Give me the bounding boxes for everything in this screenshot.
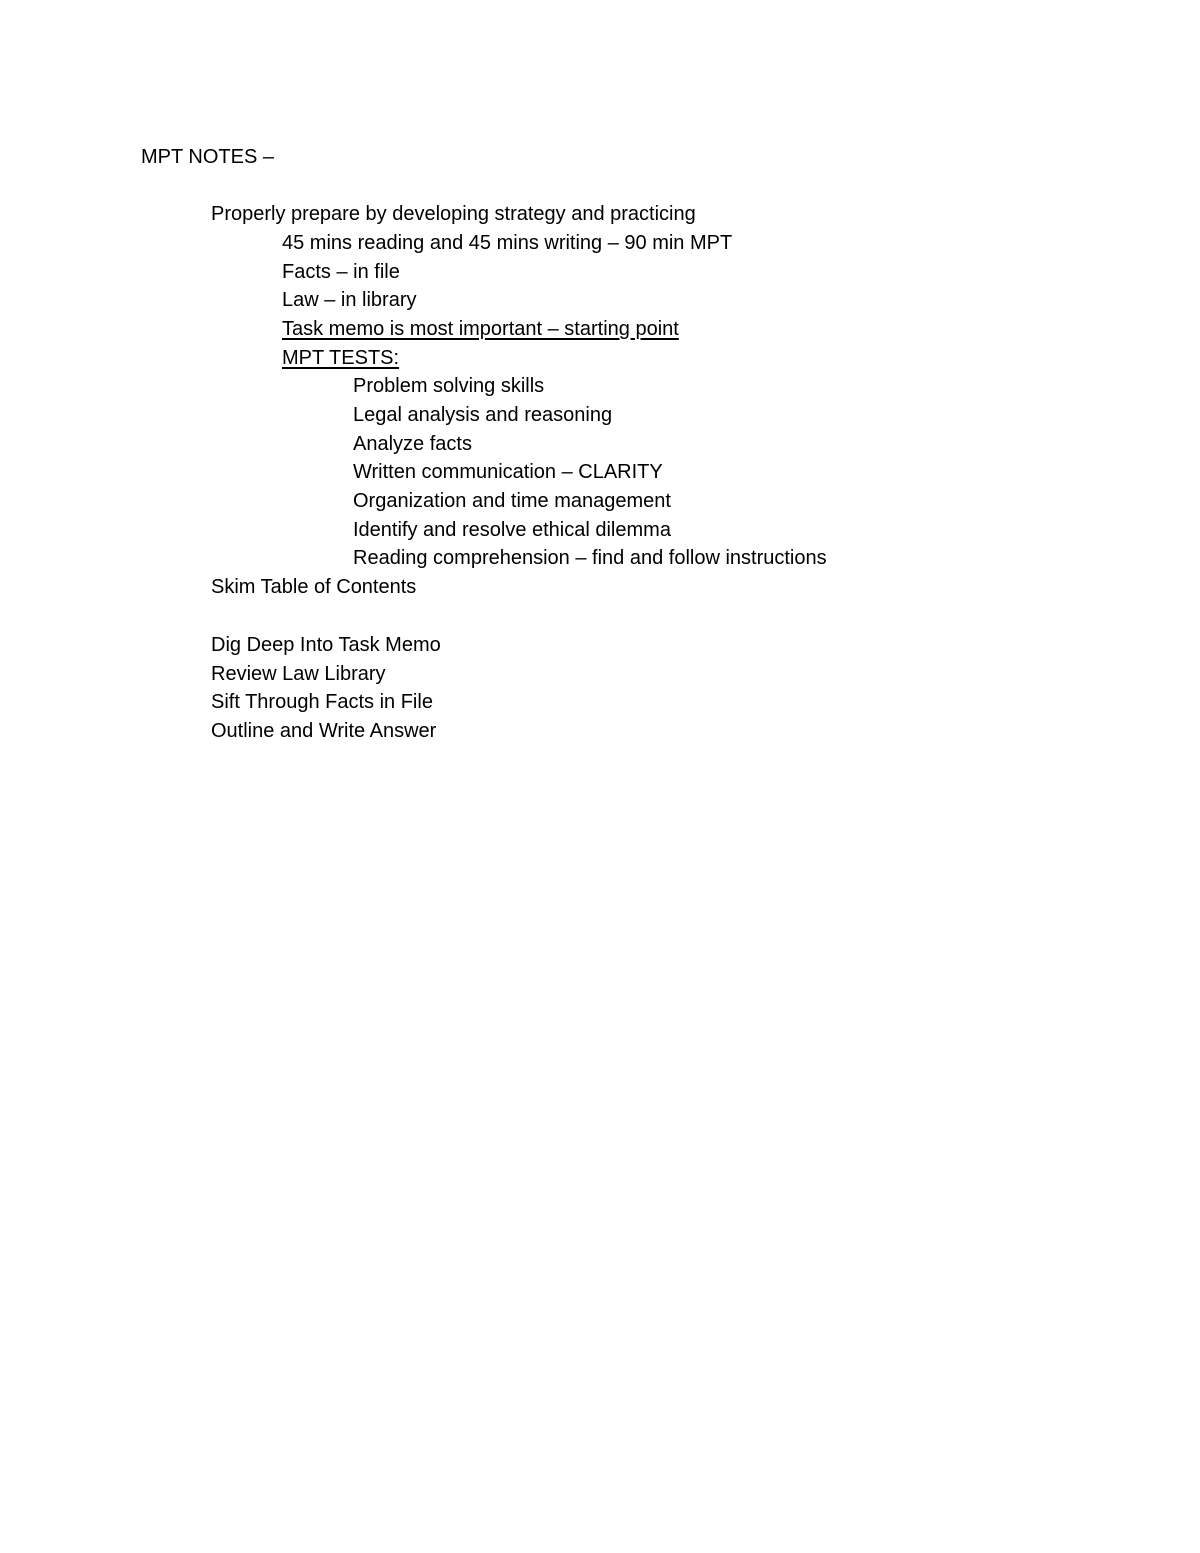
- outline-text: Outline and Write Answer: [211, 720, 437, 742]
- outline-text: Identify and resolve ethical dilemma: [353, 519, 671, 541]
- outline-text: Reading comprehension – find and follow instructions: [353, 547, 827, 569]
- document-title: MPT NOTES –: [141, 146, 274, 168]
- outline-text: Sift Through Facts in File: [211, 691, 433, 713]
- outline-text: Organization and time management: [353, 490, 671, 512]
- outline-text-underlined: Task memo is most important – starting point: [282, 318, 679, 340]
- outline-text: Law – in library: [282, 289, 417, 311]
- outline-text: Review Law Library: [211, 663, 386, 685]
- outline-text: Analyze facts: [353, 433, 472, 455]
- outline-text-underlined: MPT TESTS:: [282, 347, 400, 369]
- outline-text: Problem solving skills: [353, 375, 545, 397]
- outline-text: Dig Deep Into Task Memo: [211, 634, 441, 656]
- outline-text: Written communication – CLARITY: [353, 461, 663, 483]
- outline-text: Facts – in file: [282, 261, 400, 283]
- outline-text: Properly prepare by developing strategy and practicing: [211, 203, 696, 225]
- outline-text: Legal analysis and reasoning: [353, 404, 613, 426]
- outline-text: 45 mins reading and 45 mins writing – 90 min MPT: [282, 232, 733, 254]
- outline-text: Skim Table of Contents: [211, 576, 417, 598]
